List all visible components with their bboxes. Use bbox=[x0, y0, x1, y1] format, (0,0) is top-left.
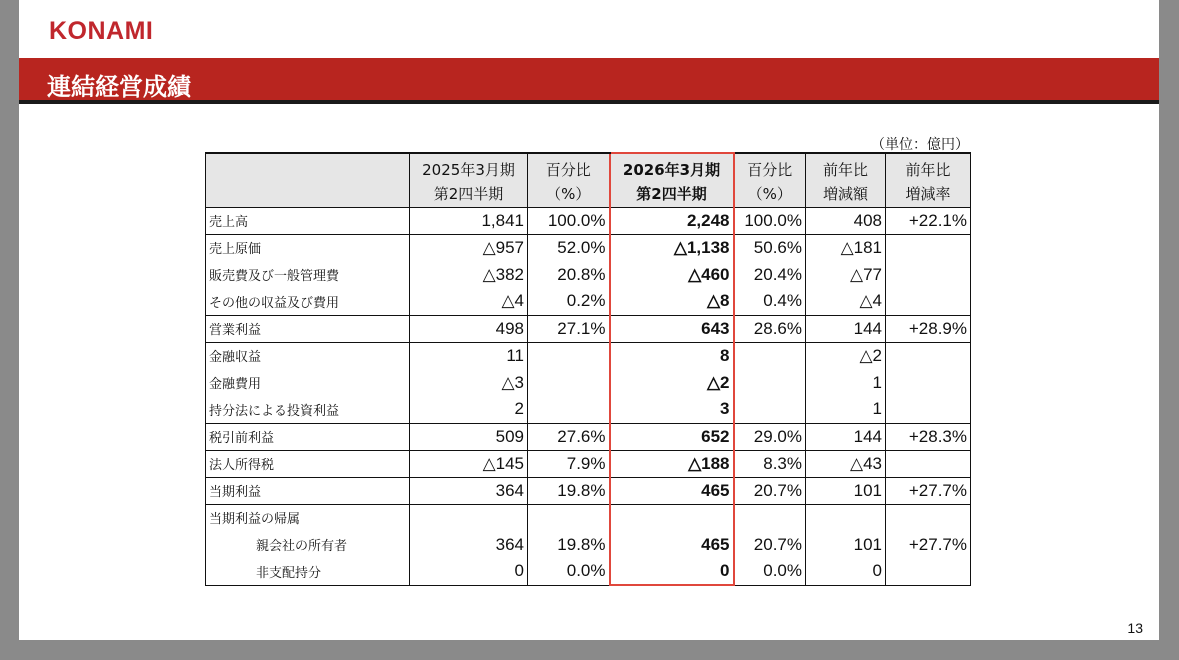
row-label: 非支配持分 bbox=[206, 558, 410, 585]
curr-value-cell: 2,248 bbox=[610, 207, 734, 234]
table-row bbox=[206, 558, 971, 585]
row-label: その他の収益及び費用 bbox=[206, 288, 410, 315]
table-row bbox=[206, 504, 971, 531]
header-blank bbox=[206, 153, 410, 180]
prev-value-cell: 498 bbox=[410, 315, 528, 342]
table-header-row-2 bbox=[206, 180, 971, 207]
yoy-amount-cell: 1 bbox=[806, 369, 886, 396]
table-row bbox=[206, 234, 971, 261]
yoy-rate-cell: +27.7% bbox=[886, 477, 971, 504]
table-row bbox=[206, 207, 971, 234]
header-curr-pct-line2: （%） bbox=[734, 180, 806, 207]
yoy-rate-cell bbox=[886, 342, 971, 369]
table-row bbox=[206, 450, 971, 477]
header-yoy-rate-line1: 前年比 bbox=[886, 153, 971, 180]
yoy-rate-cell bbox=[886, 558, 971, 585]
curr-value-cell: 465 bbox=[610, 477, 734, 504]
prev-pct-cell: 27.1% bbox=[528, 315, 610, 342]
yoy-rate-cell bbox=[886, 369, 971, 396]
yoy-rate-cell bbox=[886, 288, 971, 315]
prev-pct-cell: 100.0% bbox=[528, 207, 610, 234]
prev-pct-cell: 27.6% bbox=[528, 423, 610, 450]
yoy-amount-cell: 1 bbox=[806, 396, 886, 423]
prev-pct-cell bbox=[528, 396, 610, 423]
header-prev-period-line2: 第2四半期 bbox=[410, 180, 528, 207]
prev-pct-cell bbox=[528, 504, 610, 531]
table-row bbox=[206, 396, 971, 423]
yoy-amount-cell: △77 bbox=[806, 261, 886, 288]
curr-value-cell: 643 bbox=[610, 315, 734, 342]
page-title: 連結経営成績 bbox=[47, 73, 191, 101]
yoy-amount-cell: 408 bbox=[806, 207, 886, 234]
prev-value-cell: 364 bbox=[410, 477, 528, 504]
header-prev-pct-line2: （%） bbox=[528, 180, 610, 207]
prev-value-cell: 509 bbox=[410, 423, 528, 450]
prev-value-cell: △382 bbox=[410, 261, 528, 288]
yoy-amount-cell: 144 bbox=[806, 423, 886, 450]
curr-pct-cell bbox=[734, 396, 806, 423]
table-row bbox=[206, 315, 971, 342]
yoy-rate-cell bbox=[886, 234, 971, 261]
curr-value-cell bbox=[610, 504, 734, 531]
curr-pct-cell: 20.7% bbox=[734, 531, 806, 558]
header-prev-period-line1: 2025年3月期 bbox=[410, 153, 528, 180]
row-label: 売上高 bbox=[206, 207, 410, 234]
table-row bbox=[206, 423, 971, 450]
prev-pct-cell: 20.8% bbox=[528, 261, 610, 288]
prev-value-cell: 0 bbox=[410, 558, 528, 585]
konami-logo: KONAMI bbox=[49, 17, 154, 45]
prev-value-cell: 11 bbox=[410, 342, 528, 369]
curr-pct-cell bbox=[734, 369, 806, 396]
prev-pct-cell: 0.2% bbox=[528, 288, 610, 315]
curr-value-cell: △2 bbox=[610, 369, 734, 396]
yoy-rate-cell: +28.3% bbox=[886, 423, 971, 450]
prev-pct-cell bbox=[528, 369, 610, 396]
prev-pct-cell: 0.0% bbox=[528, 558, 610, 585]
curr-value-cell: 0 bbox=[610, 558, 734, 585]
header-curr-pct-line1: 百分比 bbox=[734, 153, 806, 180]
header-yoy-amount-line1: 前年比 bbox=[806, 153, 886, 180]
table-row bbox=[206, 531, 971, 558]
header-yoy-rate-line2: 増減率 bbox=[886, 180, 971, 207]
curr-value-cell: 652 bbox=[610, 423, 734, 450]
curr-pct-cell: 100.0% bbox=[734, 207, 806, 234]
prev-pct-cell: 7.9% bbox=[528, 450, 610, 477]
curr-pct-cell: 50.6% bbox=[734, 234, 806, 261]
table-row bbox=[206, 288, 971, 315]
curr-value-cell: △460 bbox=[610, 261, 734, 288]
yoy-amount-cell: △181 bbox=[806, 234, 886, 261]
yoy-amount-cell: 101 bbox=[806, 477, 886, 504]
page-number: 13 bbox=[1127, 620, 1143, 636]
yoy-amount-cell: 101 bbox=[806, 531, 886, 558]
row-label: 売上原価 bbox=[206, 234, 410, 261]
curr-value-cell: 8 bbox=[610, 342, 734, 369]
curr-pct-cell: 20.4% bbox=[734, 261, 806, 288]
prev-value-cell: 1,841 bbox=[410, 207, 528, 234]
curr-pct-cell bbox=[734, 504, 806, 531]
row-label: 税引前利益 bbox=[206, 423, 410, 450]
row-label: 販売費及び一般管理費 bbox=[206, 261, 410, 288]
yoy-rate-cell: +28.9% bbox=[886, 315, 971, 342]
yoy-amount-cell bbox=[806, 504, 886, 531]
yoy-rate-cell: +27.7% bbox=[886, 531, 971, 558]
yoy-rate-cell bbox=[886, 504, 971, 531]
curr-pct-cell: 29.0% bbox=[734, 423, 806, 450]
prev-pct-cell: 52.0% bbox=[528, 234, 610, 261]
curr-value-cell: △8 bbox=[610, 288, 734, 315]
row-label: 持分法による投資利益 bbox=[206, 396, 410, 423]
header-prev-pct-line1: 百分比 bbox=[528, 153, 610, 180]
yoy-rate-cell bbox=[886, 396, 971, 423]
table-header-row-1 bbox=[206, 153, 971, 180]
row-label: 当期利益の帰属 bbox=[206, 504, 410, 531]
prev-value-cell: △4 bbox=[410, 288, 528, 315]
yoy-amount-cell: △43 bbox=[806, 450, 886, 477]
table-row bbox=[206, 369, 971, 396]
yoy-rate-cell bbox=[886, 261, 971, 288]
title-bar bbox=[19, 58, 1159, 104]
curr-pct-cell: 0.0% bbox=[734, 558, 806, 585]
curr-value-cell: 3 bbox=[610, 396, 734, 423]
prev-pct-cell bbox=[528, 342, 610, 369]
prev-value-cell: △145 bbox=[410, 450, 528, 477]
header-blank-2 bbox=[206, 180, 410, 207]
curr-pct-cell: 0.4% bbox=[734, 288, 806, 315]
curr-pct-cell bbox=[734, 342, 806, 369]
yoy-amount-cell: 144 bbox=[806, 315, 886, 342]
header-yoy-amount-line2: 増減額 bbox=[806, 180, 886, 207]
table-row bbox=[206, 342, 971, 369]
row-label: 法人所得税 bbox=[206, 450, 410, 477]
row-label: 金融収益 bbox=[206, 342, 410, 369]
yoy-rate-cell: +22.1% bbox=[886, 207, 971, 234]
curr-value-cell: 465 bbox=[610, 531, 734, 558]
curr-value-cell: △188 bbox=[610, 450, 734, 477]
row-label: 当期利益 bbox=[206, 477, 410, 504]
table-row bbox=[206, 261, 971, 288]
unit-label: （単位：億円） bbox=[871, 137, 969, 153]
header-curr-period-line1: 2026年3月期 bbox=[610, 153, 734, 180]
prev-value-cell: 2 bbox=[410, 396, 528, 423]
header-curr-period-line2: 第2四半期 bbox=[610, 180, 734, 207]
financial-results-table bbox=[205, 152, 971, 586]
row-label: 営業利益 bbox=[206, 315, 410, 342]
prev-pct-cell: 19.8% bbox=[528, 477, 610, 504]
prev-pct-cell: 19.8% bbox=[528, 531, 610, 558]
curr-pct-cell: 8.3% bbox=[734, 450, 806, 477]
curr-pct-cell: 20.7% bbox=[734, 477, 806, 504]
row-label: 親会社の所有者 bbox=[206, 531, 410, 558]
yoy-rate-cell bbox=[886, 450, 971, 477]
yoy-amount-cell: △2 bbox=[806, 342, 886, 369]
curr-value-cell: △1,138 bbox=[610, 234, 734, 261]
yoy-amount-cell: 0 bbox=[806, 558, 886, 585]
curr-pct-cell: 28.6% bbox=[734, 315, 806, 342]
prev-value-cell: △957 bbox=[410, 234, 528, 261]
prev-value-cell: 364 bbox=[410, 531, 528, 558]
prev-value-cell: △3 bbox=[410, 369, 528, 396]
row-label: 金融費用 bbox=[206, 369, 410, 396]
slide bbox=[19, 0, 1159, 640]
prev-value-cell bbox=[410, 504, 528, 531]
table-row bbox=[206, 477, 971, 504]
yoy-amount-cell: △4 bbox=[806, 288, 886, 315]
